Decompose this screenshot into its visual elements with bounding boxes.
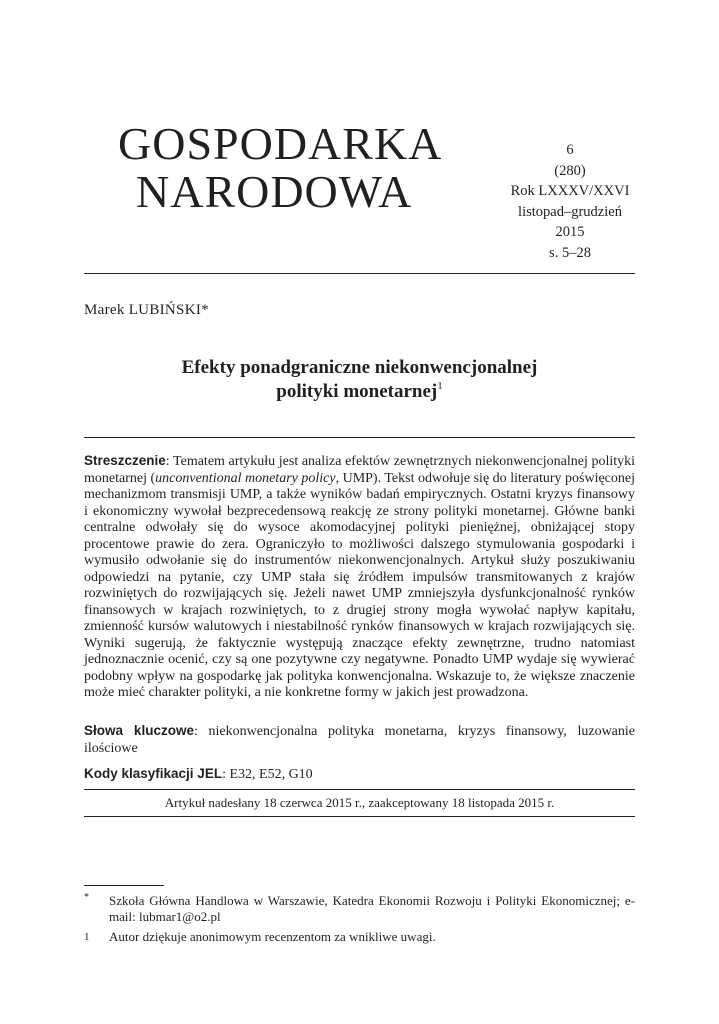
- author-first-name: Marek: [84, 302, 125, 318]
- author-line: [84, 302, 209, 319]
- title-footnote-mark: 1: [437, 380, 443, 392]
- footnote-text: Szkoła Główna Handlowa w Warszawie, Katedra Ekonomii Rozwoju i Polityki Ekonomicznej; e-mail: lubmar1@o2.pl: [109, 893, 635, 924]
- footnote-author-affiliation: [84, 893, 635, 925]
- abstract-label: Streszczenie: [84, 453, 166, 468]
- author-last-name: LUBIŃSKI: [128, 302, 202, 318]
- article-title: [84, 356, 635, 404]
- footnote-mark: 1: [84, 931, 90, 943]
- abstract: [84, 453, 635, 702]
- article-title-line-2-wrap: [84, 380, 635, 404]
- article-title-line-2: polityki monetarnej: [276, 381, 438, 402]
- abstract-text-rest: , UMP). Tekst odwołuje się do literatury poświęconej mechanizmom transmisji UMP, a także wyników badań empirycznych. Ostatni kryzys finansowy i ekonomiczny wywołał bezprecedensową reakcję ze strony polityki monetarnej. Główne banki centralne odwołały się do wysoce akomodacyjnej polityki pieniężnej, obniżającej stopy procentowe prawie do zera. Ograniczyło to możliwości dalszego stymulowania gospodarki i wymusiło odwołanie się do instrumentów niekonwencjonalnych. Artykuł służy poszukiwaniu odpowiedzi na pytanie, czy UMP stała się źródłem impulsów transmitowanych z krajów rozwiniętych do rozwijających się. Jeżeli nawet UMP zmniejszyła dysfunkcjonalność rynków finansowych w krajach rozwiniętych, to z drugiej strony mogła wywołać napływ kapitału, zmienność kursów walutowych i niestabilność rynków finansowych w krajach rozwijających się. Wyniki sugerują, że faktycznie występują znaczące efekty zewnętrzne, trudno natomiast jednoznacznie ocenić, czy są one pozytywne czy negatywne. Ponadto UMP wydaje się wywierać podobny wpływ na gospodarkę jak polityka konwencjonalna. Wskazuje to, że większe znaczenie może mieć charakter polityki, a nie konkretne formy w jakich jest prowadzona.: [84, 470, 635, 700]
- masthead-divider: [84, 273, 635, 274]
- issue-year: 2015: [555, 224, 585, 240]
- jel-text: : E32, E52, G10: [222, 767, 313, 782]
- issue-number: 6: [566, 142, 574, 158]
- abstract-text-start: : Tematem artykułu jest analiza efektów zewnętrznych niekonwencjonalnej polityki monetarnej (: [84, 454, 635, 486]
- abstract-bottom-rule: [84, 816, 635, 817]
- keywords-label: Słowa kluczowe: [84, 723, 194, 738]
- issue-pages: s. 5–28: [549, 244, 591, 261]
- journal-title-line-1: GOSPODARKA: [118, 118, 443, 169]
- issue-year-volume: Rok LXXXV/XXVI: [510, 183, 630, 199]
- footnote-divider: [84, 885, 164, 886]
- issue-months: listopad–grudzień: [518, 203, 622, 220]
- issue-info: [505, 140, 635, 263]
- issue-total: (280): [554, 162, 586, 179]
- keywords-text: : niekonwencjonalna polityka monetarna, kryzys finansowy, luzowanie ilościowe: [84, 724, 636, 756]
- author-footnote-mark: *: [201, 302, 209, 318]
- keywords: [84, 723, 635, 757]
- journal-title: [118, 120, 478, 216]
- jel-codes: [84, 766, 635, 784]
- journal-title-line-2: NARODOWA: [136, 166, 413, 217]
- jel-label: Kody klasyfikacji JEL: [84, 766, 223, 781]
- abstract-top-rule: [84, 437, 635, 438]
- dates-top-rule: [84, 789, 635, 790]
- submission-dates: Artykuł nadesłany 18 czerwca 2015 r., zaakceptowany 18 listopada 2015 r.: [164, 795, 555, 810]
- abstract-italic-term: unconventional monetary policy: [155, 470, 336, 486]
- footnote-acknowledgement: [84, 929, 635, 945]
- footnote-text: Autor dziękuje anonimowym recenzentom za wnikliwe uwagi.: [109, 929, 436, 944]
- footnote-mark: *: [84, 892, 89, 903]
- article-title-line-1: Efekty ponadgraniczne niekonwencjonalnej: [181, 357, 538, 378]
